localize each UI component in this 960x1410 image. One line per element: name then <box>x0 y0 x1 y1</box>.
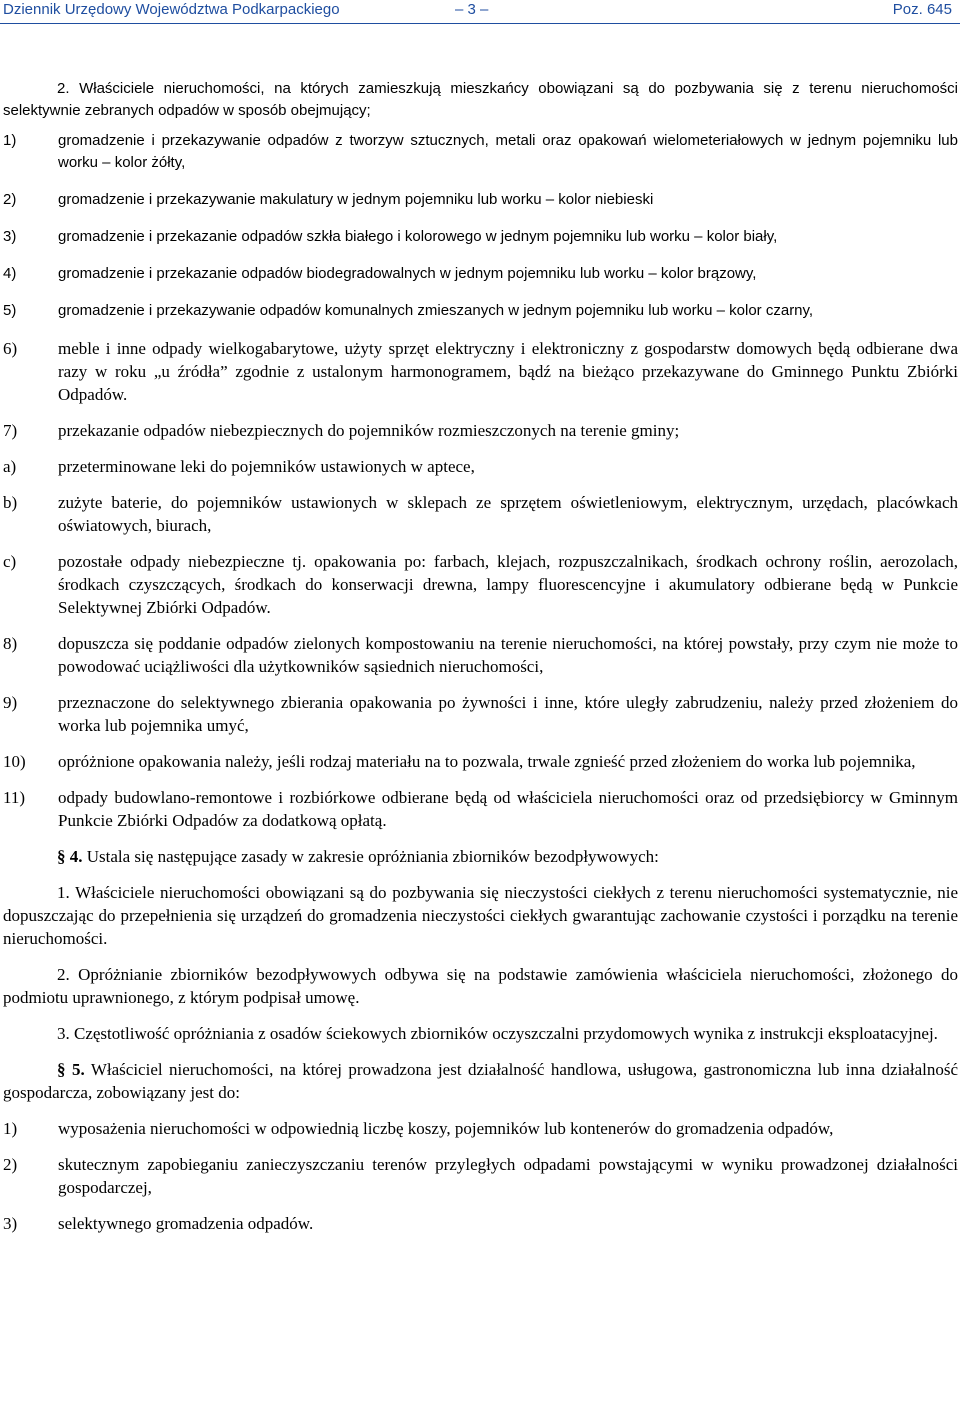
list-item-number: b) <box>3 493 18 512</box>
list-item-number: 3) <box>3 1214 18 1233</box>
list-item <box>3 130 958 174</box>
paragraph-number: 1. <box>57 883 70 902</box>
section-5-text: Właściciel nieruchomości, na której prowadzona jest działalność handlowa, usługowa, gastronomiczna lub inna działalność gospodarcza, zobowiązany jest do: <box>3 1060 958 1102</box>
list-item-number: 1) <box>3 1119 18 1138</box>
list-item-text: przekazanie odpadów niebezpiecznych do pojemników rozmieszczonych na terenie gminy; <box>58 421 680 440</box>
header-divider <box>0 23 960 24</box>
list-item <box>3 189 958 211</box>
list-item-number: 2) <box>3 191 17 208</box>
list-item <box>3 550 958 619</box>
section-5-paragraph <box>3 1058 958 1104</box>
paragraph-number: 2. <box>57 965 70 984</box>
list-item-number: 8) <box>3 634 18 653</box>
list-item-text: zużyte baterie, do pojemników ustawionych w sklepach ze sprzętem oświetleniowym, elektrycznym, urzędach, placówkach oświatowych, biurach, <box>58 493 958 535</box>
section-5-number: § 5. <box>57 1060 85 1079</box>
list-item <box>3 300 958 322</box>
list-item-text: gromadzenie i przekazywanie odpadów komunalnych zmieszanych w jednym pojemniku lub worku – kolor czarny, <box>58 302 814 319</box>
list-item-number: c) <box>3 552 17 571</box>
page-header <box>0 0 960 24</box>
list-item <box>3 263 958 285</box>
list-item-number: 6) <box>3 339 18 358</box>
list-item-text: gromadzenie i przekazanie odpadów biodegradowalnych w jednym pojemniku lub worku – kolor brązowy, <box>58 265 757 282</box>
list-item-text: opróżnione opakowania należy, jeśli rodzaj materiału na to pozwala, trwale zgnieść przed złożeniem do worka lub pojemnika, <box>58 752 916 771</box>
section-4-heading-text: Ustala się następujące zasady w zakresie opróżniania zbiorników bezodpływowych: <box>86 847 659 866</box>
list-item <box>3 337 958 406</box>
paragraph-text: Opróżnianie zbiorników bezodpływowych odbywa się na podstawie zamówienia właściciela nieruchomości, złożonego do podmiotu uprawnionego, z którym podpisał umowę. <box>3 965 958 1007</box>
paragraph-text: Częstotliwość opróżniania z osadów ściekowych zbiorników oczyszczalni przydomowych wynika z instrukcji eksploatacyjnej. <box>74 1024 938 1043</box>
list-item-number: a) <box>3 457 17 476</box>
list-item <box>3 419 958 442</box>
list-item-text: gromadzenie i przekazywanie odpadów z tworzyw sztucznych, metali oraz opakowań wielometeriałowych w jednym pojemniku lub worku – kolor żółty, <box>58 132 958 171</box>
list-item-text: odpady budowlano-remontowe i rozbiórkowe odbierane będą od właściciela nieruchomości oraz od przedsiębiorcy w Gminnym Punkcie Zbiórki Odpadów za dodatkową opłatą. <box>58 788 958 830</box>
list-item-number: 2) <box>3 1155 18 1174</box>
list-item-text: przeznaczone do selektywnego zbierania opakowania po żywności i inne, które uległy zabrudzeniu, należy przed złożeniem do worka lub pojemnika umyć, <box>58 693 958 735</box>
list-item-number: 1) <box>3 132 17 149</box>
list-item <box>3 1153 958 1199</box>
list-item-number: 5) <box>3 302 17 319</box>
section-4-heading <box>3 845 958 868</box>
list-item-number: 11) <box>3 788 26 807</box>
list-item-text: wyposażenia nieruchomości w odpowiednią liczbę koszy, pojemników lub kontenerów do gromadzenia odpadów, <box>58 1119 834 1138</box>
list-item <box>3 491 958 537</box>
document-body <box>3 78 958 1235</box>
list-item-text: dopuszcza się poddanie odpadów zielonych kompostowaniu na terenie nieruchomości, na której powstały, przy czym nie może to powodować uciążliwości dla użytkowników sąsiednich nieruchomości, <box>58 634 958 676</box>
list-item <box>3 750 958 773</box>
intro-paragraph <box>3 78 958 122</box>
list-item <box>3 1212 958 1235</box>
list-item-text: gromadzenie i przekazywanie makulatury w jednym pojemniku lub worku – kolor niebieski <box>58 191 654 208</box>
journal-title: Dziennik Urzędowy Województwa Podkarpackiego <box>3 1 340 18</box>
list-item <box>3 226 958 248</box>
list-item <box>3 632 958 678</box>
list-item-number: 10) <box>3 752 26 771</box>
paragraph-number: 3. <box>57 1024 70 1043</box>
list-item-number: 9) <box>3 693 18 712</box>
section-4-number: § 4. <box>57 847 83 866</box>
list-item <box>3 786 958 832</box>
list-item-number: 7) <box>3 421 18 440</box>
position-number: Poz. 645 <box>892 1 952 18</box>
paragraph-text: Właściciele nieruchomości obowiązani są do pozbywania się nieczystości ciekłych z terenu nieruchomości systematycznie, nie dopuszczając do przepełnienia się urządzeń do gromadzenia nieczystości ciekłych gwarantując zachowanie czystości i porządku na terenie nieruchomości. <box>3 883 958 948</box>
list-item-number: 4) <box>3 265 17 282</box>
list-item-number: 3) <box>3 228 17 245</box>
section-4-paragraph <box>3 1022 958 1045</box>
list-item-text: skutecznym zapobieganiu zanieczyszczaniu terenów przyległych odpadami powstającymi w wyniku prowadzonej działalności gospodarczej, <box>58 1155 958 1197</box>
list-item-text: selektywnego gromadzenia odpadów. <box>58 1214 314 1233</box>
list-item <box>3 455 958 478</box>
intro-number: 2. <box>57 80 70 97</box>
list-item <box>3 691 958 737</box>
list-item-text: meble i inne odpady wielkogabarytowe, użyty sprzęt elektryczny i elektroniczny z gospodarstw domowych będą odbierane dwa razy w roku „u źródła” zgodnie z ustalonym harmonogramem, bądź na bieżąco przekazywane do Gminnego Punktu Zbiórki Odpadów. <box>58 339 958 404</box>
intro-text: Właściciele nieruchomości, na których zamieszkują mieszkańcy obowiązani są do pozbywania się z terenu nieruchomości selektywnie zebranych odpadów w sposób obejmujący; <box>3 80 958 119</box>
page-number: – 3 – <box>455 1 489 18</box>
list-item <box>3 1117 958 1140</box>
list-item-text: gromadzenie i przekazanie odpadów szkła białego i kolorowego w jednym pojemniku lub worku – kolor biały, <box>58 228 778 245</box>
section-4-paragraph <box>3 963 958 1009</box>
section-4-paragraph <box>3 881 958 950</box>
list-item-text: pozostałe odpady niebezpieczne tj. opakowania po: farbach, klejach, rozpuszczalnikach, środkach ochrony roślin, aerozolach, środkach czyszczących, środkach do konserwacji drewna, lampy fluorescencyjne i akumulatory odbierane będą w Punkcie Selektywnej Zbiórki Odpadów. <box>58 552 958 617</box>
list-item-text: przeterminowane leki do pojemników ustawionych w aptece, <box>58 457 475 476</box>
